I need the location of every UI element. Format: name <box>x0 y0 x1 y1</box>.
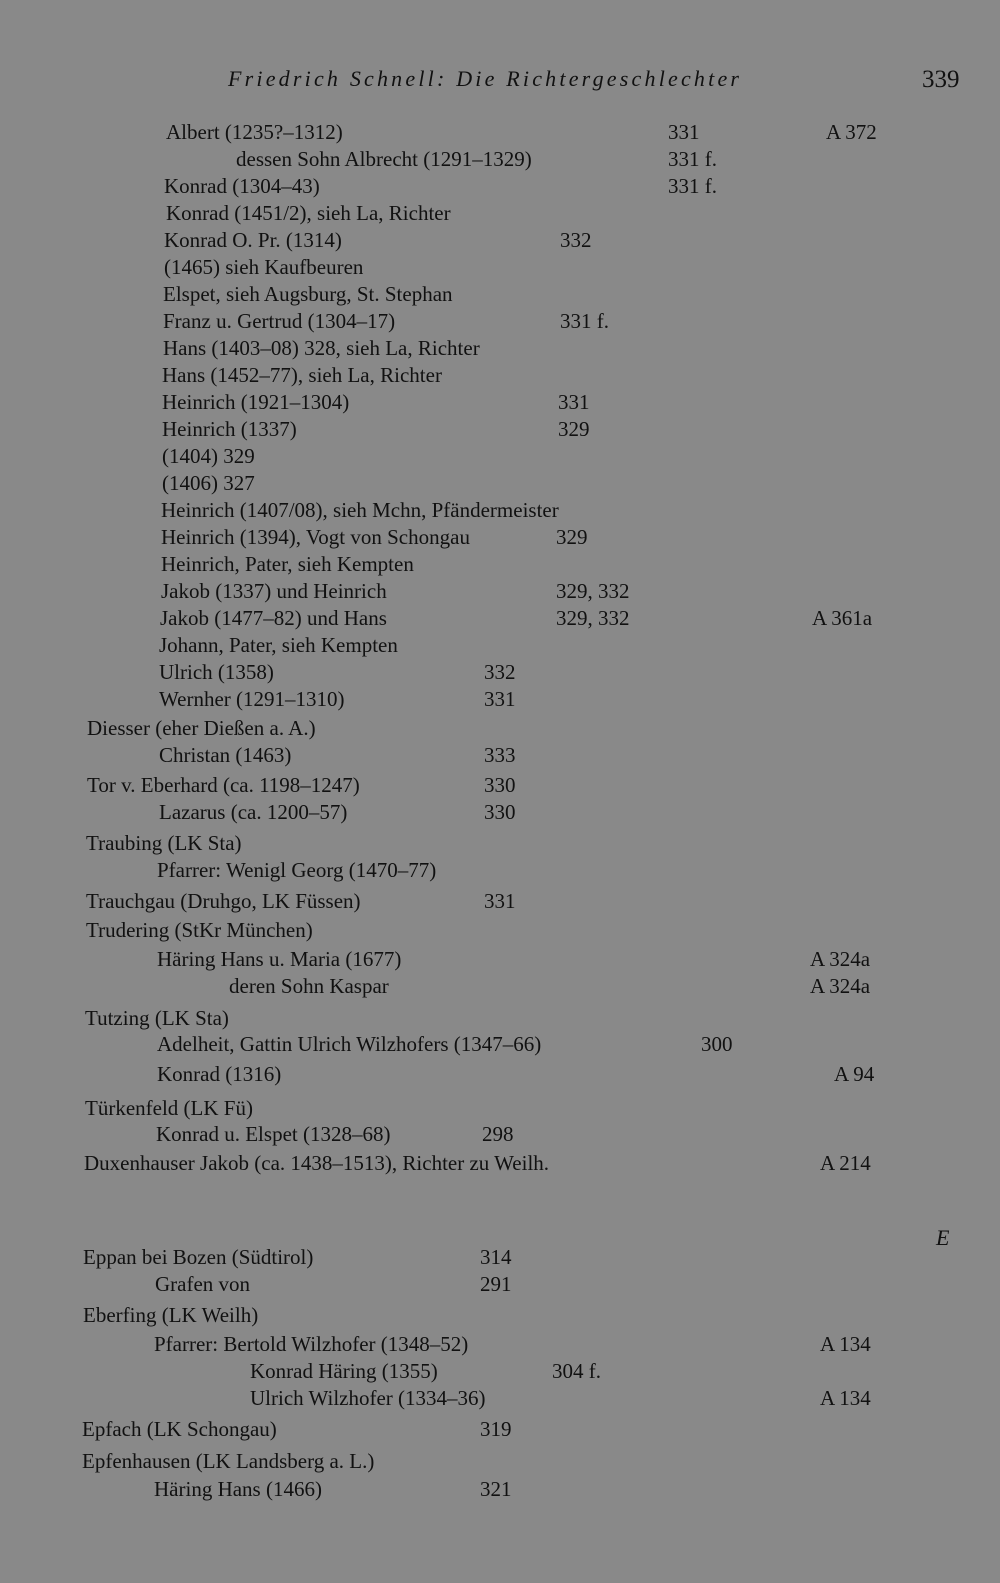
index-entry-text: Epfenhausen (LK Landsberg a. L.) <box>82 1449 375 1473</box>
index-entry-text: deren Sohn Kaspar <box>229 974 389 998</box>
page-number: 339 <box>922 66 960 93</box>
index-entry-text: Ulrich (1358) <box>159 660 274 684</box>
page-reference: 331 f. <box>668 174 717 198</box>
section-letter: E <box>936 1225 950 1250</box>
index-entry-text: Trudering (StKr München) <box>86 918 313 942</box>
index-entry-text: Hans (1403–08) 328, sieh La, Richter <box>163 336 480 360</box>
page-reference: 329 <box>558 417 590 441</box>
page-reference: 314 <box>480 1245 512 1269</box>
page-reference: 329 <box>556 525 588 549</box>
index-entry-text: Türkenfeld (LK Fü) <box>85 1096 253 1120</box>
index-entry-text: Johann, Pater, sieh Kempten <box>159 633 398 657</box>
index-entry-text: Konrad (1304–43) <box>164 174 320 198</box>
page-reference: 331 <box>484 889 516 913</box>
index-entry-text: Konrad (1451/2), sieh La, Richter <box>166 201 451 225</box>
index-entry-text: Konrad u. Elspet (1328–68) <box>156 1122 391 1146</box>
page-reference: 298 <box>482 1122 514 1146</box>
index-entry-text: Franz u. Gertrud (1304–17) <box>163 309 396 333</box>
appendix-reference: A 324a <box>810 974 871 998</box>
appendix-reference: A 372 <box>826 120 877 144</box>
index-entry-text: Duxenhauser Jakob (ca. 1438–1513), Richter zu Weilh. <box>84 1151 550 1175</box>
appendix-reference: A 94 <box>834 1062 875 1086</box>
index-entry-text: Eberfing (LK Weilh) <box>83 1303 259 1327</box>
index-entry-text: Konrad O. Pr. (1314) <box>164 228 342 252</box>
index-entry-text: Grafen von <box>155 1272 251 1296</box>
index-entry-text: Pfarrer: Bertold Wilzhofer (1348–52) <box>154 1332 469 1356</box>
page-reference: 330 <box>484 773 516 797</box>
index-entry-text: Epfach (LK Schongau) <box>82 1417 277 1441</box>
index-entry-text: Häring Hans (1466) <box>154 1477 322 1501</box>
index-entry-text: Eppan bei Bozen (Südtirol) <box>83 1245 314 1269</box>
index-entry-text: Heinrich, Pater, sieh Kempten <box>161 552 414 576</box>
index-entry-text: Albert (1235?–1312) <box>166 120 343 144</box>
page-reference: 304 f. <box>552 1359 601 1383</box>
page-reference: 332 <box>560 228 592 252</box>
index-entry-text: (1406) 327 <box>162 471 255 495</box>
index-entry-text: Heinrich (1394), Vogt von Schongau <box>161 525 470 549</box>
page-reference: 332 <box>484 660 516 684</box>
page-reference: 331 f. <box>560 309 609 333</box>
page-reference: 330 <box>484 800 516 824</box>
index-entry-text: Konrad Häring (1355) <box>250 1359 438 1383</box>
appendix-reference: A 134 <box>820 1332 871 1356</box>
index-entry-text: dessen Sohn Albrecht (1291–1329) <box>236 147 532 171</box>
index-entry-text: Lazarus (ca. 1200–57) <box>159 800 348 824</box>
index-entry-text: Konrad (1316) <box>157 1062 282 1086</box>
index-entry-text: Trauchgau (Druhgo, LK Füssen) <box>86 889 361 913</box>
index-entry-text: Wernher (1291–1310) <box>159 687 345 711</box>
index-entry-text: Ulrich Wilzhofer (1334–36) <box>250 1386 486 1410</box>
page-reference: 291 <box>480 1272 512 1296</box>
index-entry-text: Jakob (1477–82) und Hans <box>160 606 387 630</box>
index-entry-text: Jakob (1337) und Heinrich <box>161 579 387 603</box>
index-entry-text: (1465) sieh Kaufbeuren <box>164 255 364 279</box>
index-entry-text: Diesser (eher Dießen a. A.) <box>87 716 316 740</box>
index-entry-text: Heinrich (1921–1304) <box>162 390 350 414</box>
page-reference: 321 <box>480 1477 512 1501</box>
page-reference: 319 <box>480 1417 512 1441</box>
page-reference: 333 <box>484 743 516 767</box>
index-entry-text: Häring Hans u. Maria (1677) <box>157 947 402 971</box>
page-reference: 329, 332 <box>556 579 630 603</box>
appendix-reference: A 324a <box>810 947 871 971</box>
appendix-reference: A 361a <box>812 606 873 630</box>
index-entry-text: Heinrich (1407/08), sieh Mchn, Pfändermeister <box>161 498 559 522</box>
index-entry-text: (1404) 329 <box>162 444 255 468</box>
page-reference: 329, 332 <box>556 606 630 630</box>
index-entry-text: Heinrich (1337) <box>162 417 297 441</box>
index-entry-text: Tutzing (LK Sta) <box>85 1006 229 1030</box>
appendix-reference: A 134 <box>820 1386 871 1410</box>
appendix-reference: A 214 <box>820 1151 871 1175</box>
index-entry-text: Adelheit, Gattin Ulrich Wilzhofers (1347–66) <box>157 1032 542 1056</box>
page-reference: 331 <box>484 687 516 711</box>
running-header: Friedrich Schnell: Die Richtergeschlechter <box>228 66 743 91</box>
page-reference: 331 <box>668 120 700 144</box>
page-reference: 331 f. <box>668 147 717 171</box>
page-reference: 300 <box>701 1032 733 1056</box>
index-entry-text: Tor v. Eberhard (ca. 1198–1247) <box>87 773 360 797</box>
page-reference: 331 <box>558 390 590 414</box>
index-entry-text: Traubing (LK Sta) <box>86 831 242 855</box>
index-entry-text: Pfarrer: Wenigl Georg (1470–77) <box>157 858 437 882</box>
index-entry-text: Elspet, sieh Augsburg, St. Stephan <box>163 282 453 306</box>
index-entry-text: Hans (1452–77), sieh La, Richter <box>162 363 442 387</box>
index-entry-text: Christan (1463) <box>159 743 292 767</box>
